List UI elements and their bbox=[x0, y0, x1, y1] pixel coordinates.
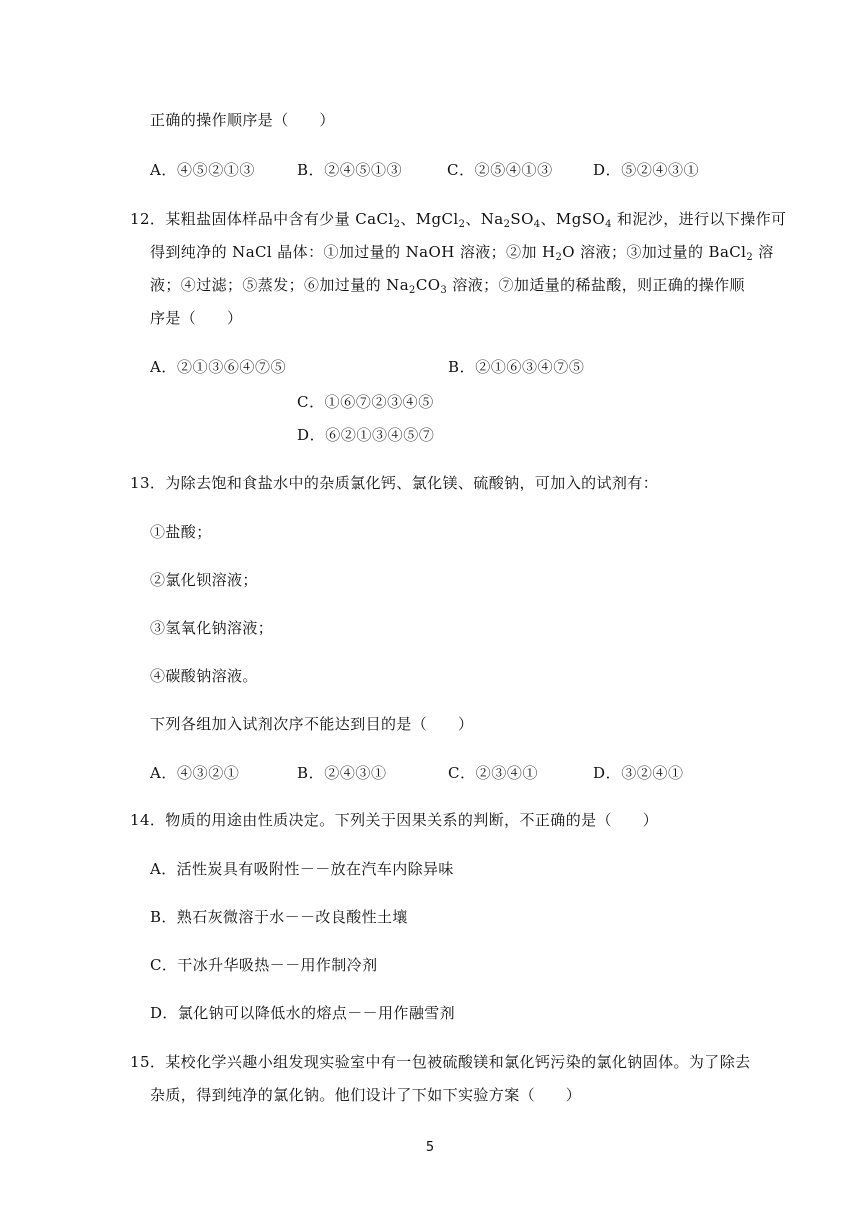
q12-stem-line-2: 得到纯净的 NaCl 晶体：①加过量的 NaOH 溶液；②加 $H_2O$ 溶液；③加过量的 BaCl$_2$ 溶 bbox=[150, 243, 774, 263]
q12-stem-line-4: 序是（ ） bbox=[150, 309, 243, 327]
q11-stem-end: 正确的操作顺序是（ ） bbox=[150, 111, 335, 129]
q14-option-b: B．熟石灰微溶于水－－改良酸性土壤 bbox=[150, 908, 408, 926]
q12-option-a: A．②①③⑥④⑦⑤ bbox=[150, 358, 287, 376]
q12-option-d: D．⑥②①③④⑤⑦ bbox=[297, 426, 435, 444]
q11-option-d: D．⑤②④③① bbox=[593, 161, 700, 179]
q13-reagent-4: ④碳酸钠溶液。 bbox=[150, 667, 258, 685]
q13-reagent-1: ①盐酸； bbox=[150, 523, 212, 541]
q15-stem-line-2: 杂质，得到纯净的氯化钠。他们设计了下如下实验方案（ ） bbox=[150, 1086, 582, 1104]
q14-option-c: C．干冰升华吸热－－用作制冷剂 bbox=[150, 956, 378, 974]
q13-reagent-3: ③氢氧化钠溶液； bbox=[150, 619, 274, 637]
q14-option-a: A．活性炭具有吸附性－－放在汽车内除异味 bbox=[150, 860, 454, 878]
q13-option-b: B．②④③① bbox=[297, 764, 387, 782]
q11-option-c: C．②⑤④①③ bbox=[447, 161, 553, 179]
q13-option-c: C．②③④① bbox=[448, 764, 539, 782]
q13-question: 下列各组加入试剂次序不能达到目的是（ ） bbox=[150, 715, 474, 733]
q12-option-c: C．①⑥⑦②③④⑤ bbox=[297, 393, 434, 411]
q12-option-b: B．②①⑥③④⑦⑤ bbox=[448, 358, 585, 376]
q11-option-a: A．④⑤②①③ bbox=[150, 161, 256, 179]
q13-option-d: D．③②④① bbox=[593, 764, 684, 782]
page-number: 5 bbox=[425, 1140, 435, 1155]
q14-option-d: D．氯化钠可以降低水的熔点－－用作融雪剂 bbox=[150, 1004, 456, 1022]
q13-option-a: A．④③②① bbox=[150, 764, 240, 782]
q12-stem-line-1: 12．某粗盐固体样品中含有少量 CaCl$_2$、MgCl$_2$、$Na_2SO_4$、MgSO$_4$ 和泥沙，进行以下操作可 bbox=[130, 210, 787, 230]
q11-option-b: B．②④⑤①③ bbox=[297, 161, 403, 179]
q15-stem-line-1: 15．某校化学兴趣小组发现实验室中有一包被硫酸镁和氯化钙污染的氯化钠固体。为了除去 bbox=[130, 1053, 751, 1071]
q13-reagent-2: ②氯化钡溶液； bbox=[150, 571, 258, 589]
q14-stem: 14．物质的用途由性质决定。下列关于因果关系的判断，不正确的是（ ） bbox=[130, 811, 659, 829]
q12-stem-line-3: 液；④过滤；⑤蒸发；⑥加过量的 $Na_2CO_3$ 溶液；⑦加适量的稀盐酸，则正确的操作顺 bbox=[150, 276, 745, 296]
q13-stem: 13．为除去饱和食盐水中的杂质氯化钙、氯化镁、硫酸钠，可加入的试剂有： bbox=[130, 474, 659, 492]
